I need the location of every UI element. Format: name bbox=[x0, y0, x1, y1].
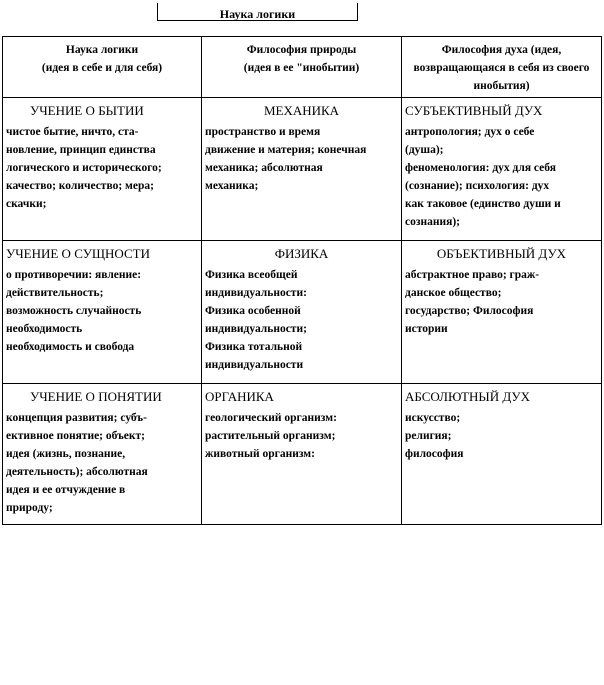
cell-line: Физика тотальной bbox=[205, 341, 303, 353]
column-header-spirit bbox=[402, 37, 602, 98]
cell-line: логического и исторического; bbox=[6, 162, 162, 174]
column-title: Философия духа (идея, возвращающаяся в себя из своего инобытия) bbox=[413, 44, 590, 92]
cell-essence bbox=[3, 241, 202, 384]
column-header-nature bbox=[202, 37, 402, 98]
cell-line: чистое бытие, ничто, ста- bbox=[6, 126, 139, 138]
column-title: Философия природы bbox=[246, 44, 357, 56]
cell-line: идея и ее отчуждение в bbox=[6, 484, 126, 496]
cell-line: природу; bbox=[6, 502, 53, 514]
section-heading: АБСОЛЮТНЫЙ ДУХ bbox=[405, 389, 530, 404]
top-title-box bbox=[157, 3, 358, 21]
cell-line: (душа); bbox=[405, 144, 444, 156]
cell-line: о противоречии: явление: bbox=[6, 269, 142, 281]
cell-mechanics bbox=[202, 98, 402, 241]
column-header-logic bbox=[3, 37, 202, 98]
cell-line: истории bbox=[405, 323, 448, 335]
column-subtitle: (идея в себе и для себя) bbox=[41, 62, 163, 74]
cell-line: растительный организм; bbox=[205, 430, 336, 442]
cell-line: Физика особенной bbox=[205, 305, 301, 317]
cell-line: абстрактное право; граж- bbox=[405, 269, 540, 281]
cell-physics bbox=[202, 241, 402, 384]
section-heading: МЕХАНИКА bbox=[263, 103, 340, 118]
cell-line: возможность случайность bbox=[6, 305, 142, 317]
cell-line: концепция развития; субъ- bbox=[6, 412, 147, 424]
cell-line: необходимость и свобода bbox=[6, 341, 135, 353]
cell-line: пространство и время bbox=[205, 126, 321, 138]
cell-line: антропология; дух о себе bbox=[405, 126, 535, 138]
cell-line: индивидуальности bbox=[205, 359, 304, 371]
section-heading: ОБЪЕКТИВНЫЙ ДУХ bbox=[436, 246, 567, 261]
cell-line: государство; Философия bbox=[405, 305, 534, 317]
cell-line: как таковое (единство души и bbox=[405, 198, 561, 210]
cell-line: скачки; bbox=[6, 198, 47, 210]
cell-line: данское общество; bbox=[405, 287, 502, 299]
cell-line: религия; bbox=[405, 430, 452, 442]
section-heading: ОРГАНИКА bbox=[205, 389, 274, 404]
column-title: Наука логики bbox=[65, 44, 139, 56]
top-title: Наука логики bbox=[219, 7, 296, 21]
table-row bbox=[3, 384, 602, 525]
cell-line: необходимость bbox=[6, 323, 83, 335]
cell-line: сознания); bbox=[405, 216, 460, 228]
cell-line: действительность; bbox=[6, 287, 104, 299]
cell-organics bbox=[202, 384, 402, 525]
column-subtitle: (идея в ее "инобытии) bbox=[243, 62, 360, 74]
cell-objective-spirit bbox=[402, 241, 602, 384]
cell-line: искусство; bbox=[405, 412, 461, 424]
cell-concept bbox=[3, 384, 202, 525]
section-heading: УЧЕНИЕ О БЫТИИ bbox=[30, 103, 144, 118]
table-row bbox=[3, 98, 602, 241]
cell-line: идея (жизнь, познание, bbox=[6, 448, 126, 460]
cell-line: движение и материя; конечная bbox=[205, 144, 367, 156]
section-heading: УЧЕНИЕ О ПОНЯТИИ bbox=[30, 389, 162, 404]
cell-line: индивидуальности: bbox=[205, 287, 307, 299]
cell-being bbox=[3, 98, 202, 241]
cell-line: (сознание); психология: дух bbox=[405, 180, 550, 192]
cell-line: философия bbox=[405, 448, 464, 460]
cell-absolute-spirit bbox=[402, 384, 602, 525]
section-heading: СУБЪЕКТИВНЫЙ ДУХ bbox=[405, 103, 543, 118]
cell-line: ективное понятие; объект; bbox=[6, 430, 146, 442]
cell-subjective-spirit bbox=[402, 98, 602, 241]
section-heading: УЧЕНИЕ О СУЩНОСТИ bbox=[6, 246, 150, 261]
cell-line: механика; bbox=[205, 180, 259, 192]
cell-line: новление, принцип единства bbox=[6, 144, 156, 156]
cell-line: механика; абсолютная bbox=[205, 162, 323, 174]
cell-line: деятельность); абсолютная bbox=[6, 466, 148, 478]
philosophy-table bbox=[2, 36, 602, 525]
cell-line: качество; количество; мера; bbox=[6, 180, 154, 192]
header-row bbox=[3, 37, 602, 98]
cell-line: феноменология: дух для себя bbox=[405, 162, 556, 174]
section-heading: ФИЗИКА bbox=[274, 246, 329, 261]
cell-line: индивидуальности; bbox=[205, 323, 307, 335]
cell-line: Физика всеобщей bbox=[205, 269, 298, 281]
table-row bbox=[3, 241, 602, 384]
cell-line: животный организм: bbox=[205, 448, 315, 460]
cell-line: геологический организм: bbox=[205, 412, 337, 424]
